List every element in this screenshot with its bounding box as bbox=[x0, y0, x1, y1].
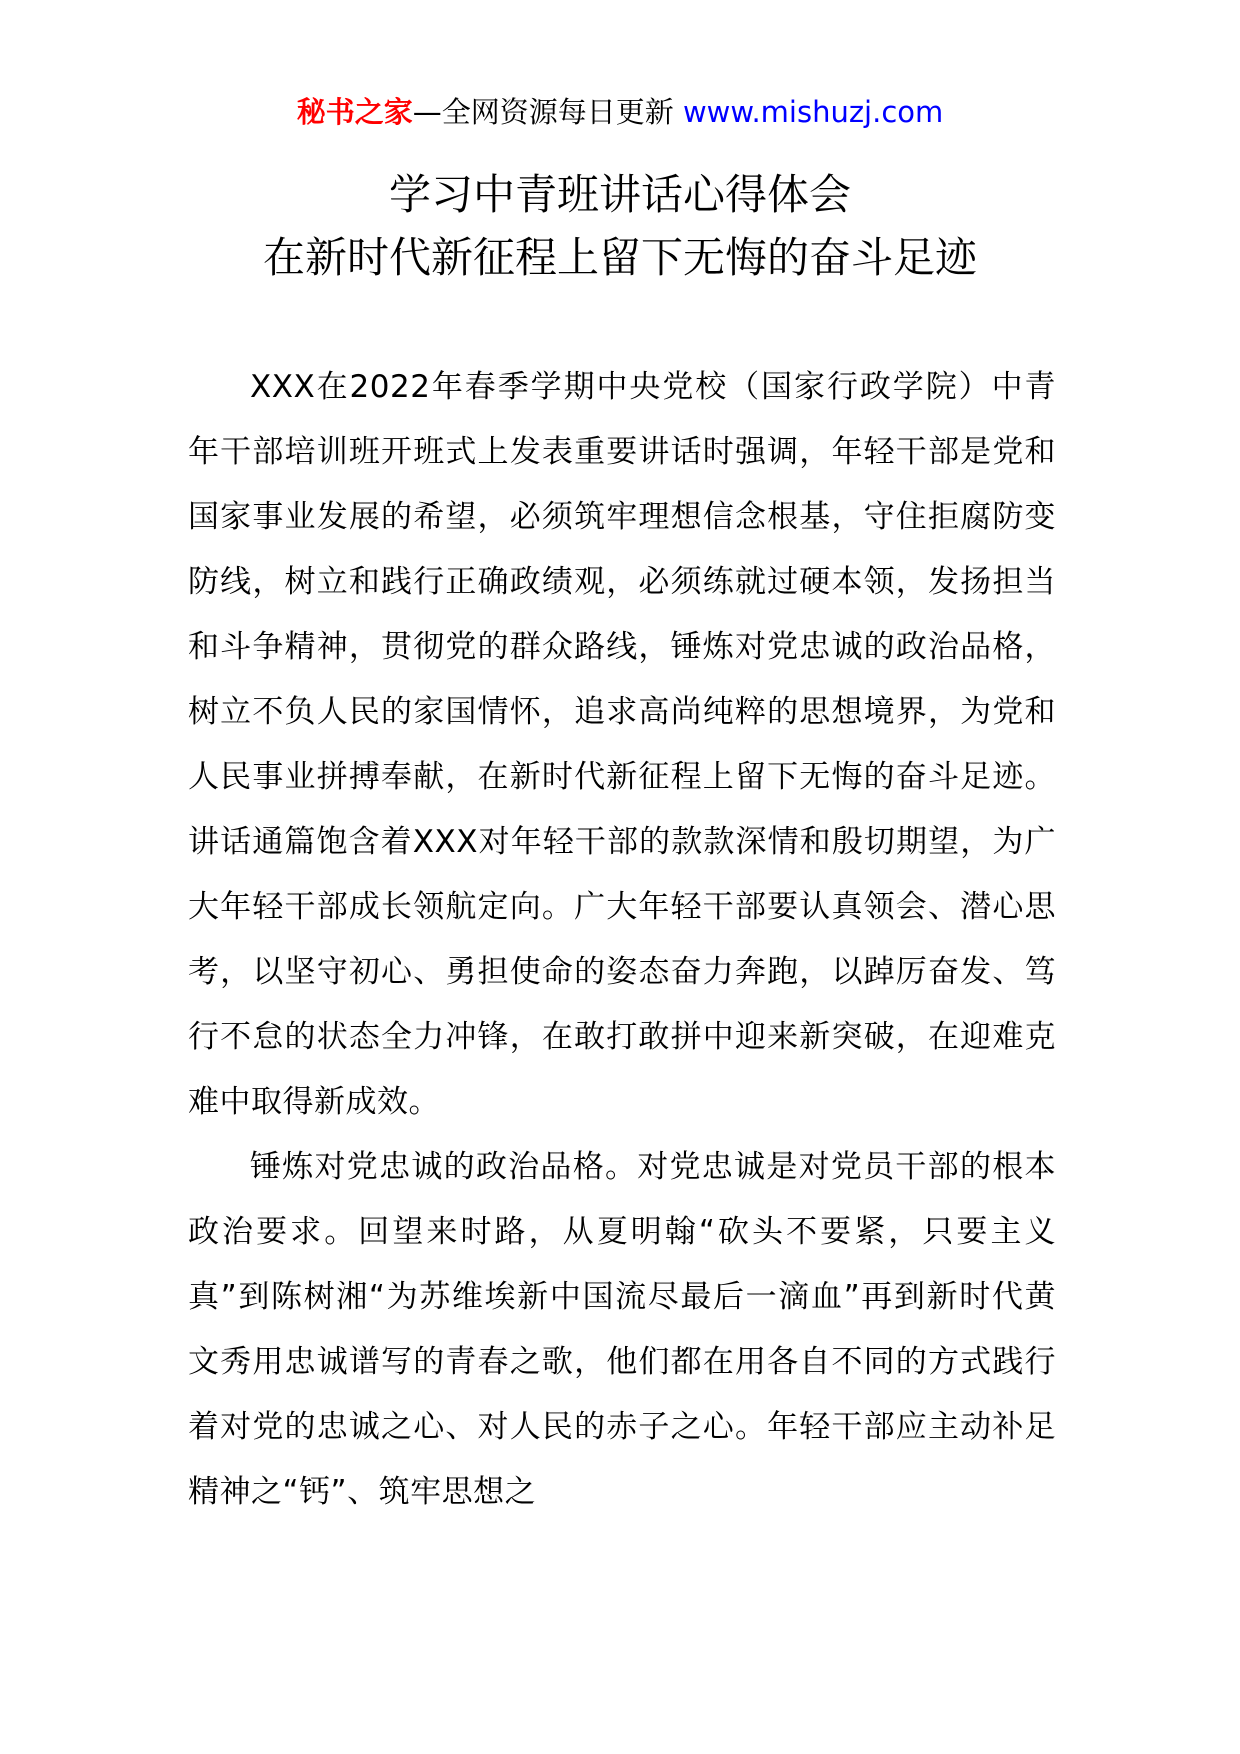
document-body bbox=[188, 355, 1056, 1525]
document-title-line-2: 在新时代新征程上留下无悔的奋斗足迹 bbox=[262, 233, 977, 282]
body-paragraph: XXX在2022年春季学期中央党校（国家行政学院）中青年干部培训班开班式上发表重要讲话时强调，年轻干部是党和国家事业发展的希望，必须筑牢理想信念根基，守住拒腐防变防线，树立和践行正确政绩观，必须练就过硬本领，发扬担当和斗争精神，贯彻党的群众路线，锤炼对党忠诚的政治品格，树立不负人民的家国情怀，追求高尚纯粹的思想境界，为党和人民事业拼搏奉献，在新时代新征程上留下无悔的奋斗足迹。讲话通篇饱含着XXX对年轻干部的款款深情和殷切期望，为广大年轻干部成长领航定向。广大年轻干部要认真领会、潜心思考，以坚守初心、勇担使命的姿态奋力奔跑，以踔厉奋发、笃行不怠的状态全力冲锋，在敢打敢拼中迎来新突破，在迎难克难中取得新成效。 bbox=[188, 369, 1056, 1120]
site-tagline: —全网资源每日更新 bbox=[412, 95, 674, 129]
body-paragraph: 锤炼对党忠诚的政治品格。对党忠诚是对党员干部的根本政治要求。回望来时路，从夏明翰“砍头不要紧，只要主义真”到陈树湘“为苏维埃新中国流尽最后一滴血”再到新时代黄文秀用忠诚谱写的青春之歌，他们都在用各自不同的方式践行着对党的忠诚之心、对人民的赤子之心。年轻干部应主动补足精神之“钙”、筑牢思想之 bbox=[188, 1149, 1056, 1510]
site-url-link[interactable]: www.mishuzj.com bbox=[682, 95, 944, 129]
site-header bbox=[0, 92, 1240, 132]
site-brand: 秘书之家 bbox=[296, 95, 413, 129]
document-title-line-1: 学习中青班讲话心得体会 bbox=[388, 170, 851, 219]
